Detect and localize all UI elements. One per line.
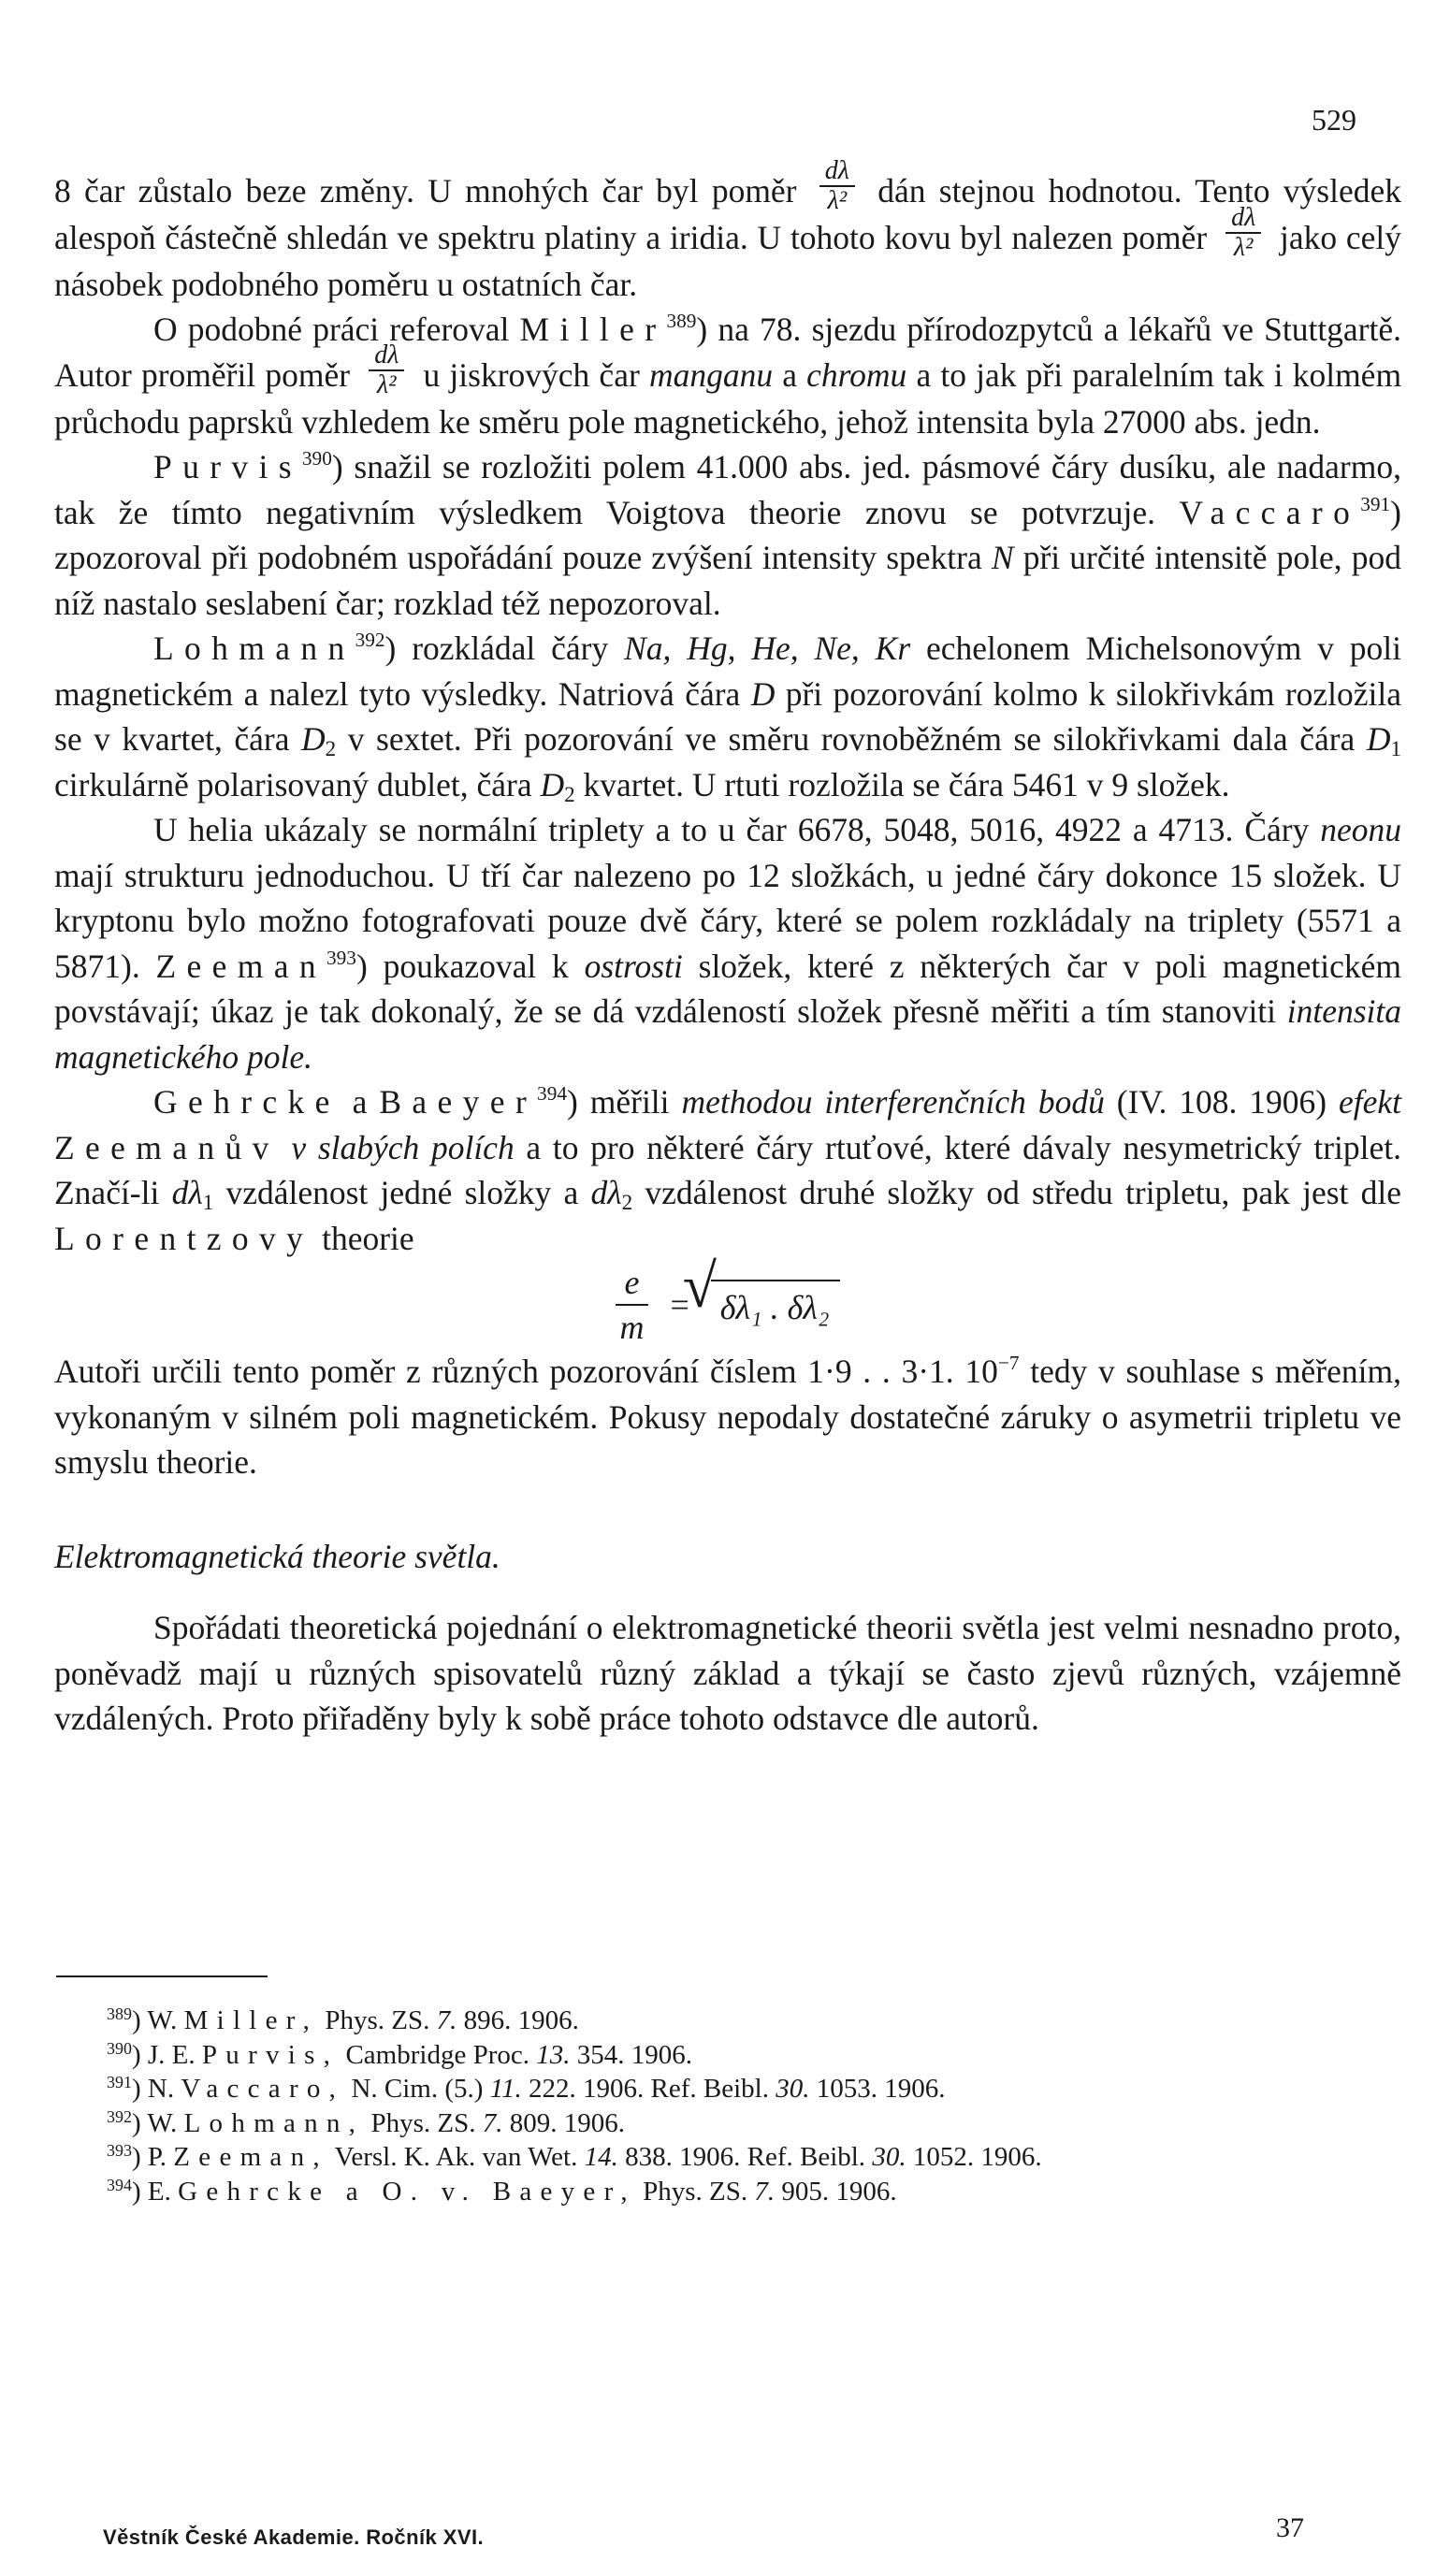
text-run: při pozorování kolmo k silokřivkám rozložila se v kvartet, čára	[54, 674, 1402, 759]
text-run: W.	[147, 2107, 178, 2138]
footnote-item: $^{393}$) P. Zeeman, Versl. K. Ak. van Wet. 14. 838. 1906. Ref. Beibl. 30. 1052. 1906.	[107, 2141, 1042, 2172]
text-run: na 78. sjezdu přírodozpytců a lékařů ve Stuttgartě. Autor proměřil poměr	[54, 311, 1402, 394]
fraction-denominator: λ²	[377, 369, 397, 399]
text-run: rozkládal čáry	[412, 630, 609, 668]
text-run: a to jak při paralelním tak i kolmém průchodu paprsků vzhledem ke směru pole magnetického, jehož intensita byla 27000 abs. jedn.	[54, 355, 1402, 441]
text-run: a to pro některé čáry rtuťové, které dávaly nesymetrický triplet. Značí-li	[54, 1128, 1401, 1212]
formula-numerator: e	[616, 1261, 649, 1306]
italic-term: D	[540, 765, 565, 803]
footnote-item: $^{392}$) W. Lohmann, Phys. ZS. 7. 809. 1906.	[107, 2106, 625, 2138]
fraction-dlambda	[819, 157, 855, 215]
fraction-numerator: dλ	[369, 341, 404, 371]
paragraph-2: O podobné práci referoval Miller$^{389}$) na 78. sjezdu přírodozpytců a lékařů ve Stuttgartě. Autor proměřil poměr $\frac{d\lambda}{\text{λ²}}$ u jiskrových čar manganu a chromu a to jak při paralelním tak i kolmém průchodu paprsků vzhledem ke směru pole magnetického, jehož intensita byla 27000 abs. jedn.	[54, 310, 1402, 441]
italic-term: dλ	[590, 1174, 622, 1212]
text-run: a	[352, 1083, 368, 1122]
text-run: u jiskrových čar	[423, 355, 640, 394]
footnote-number: 390	[107, 2038, 132, 2058]
text-run: Cambridge Proc.	[345, 2039, 529, 2070]
journal-footer: Věstník České Akademie. Ročník XVI.	[103, 2525, 485, 2549]
text-run: Versl. K. Ak. van Wet.	[334, 2142, 578, 2172]
text-run: Phys. ZS.	[325, 2005, 430, 2035]
text-run: kvartet. U rtuti rozložila se čára 5461 v 9 složek.	[583, 765, 1230, 803]
text-run: Phys. ZS.	[643, 2176, 748, 2207]
text-run: 896. 1906.	[463, 2005, 579, 2035]
text-run: E.	[147, 2176, 171, 2207]
italic-term: intensita magnetického pole.	[54, 992, 1401, 1076]
volume-number: 30.	[776, 2074, 810, 2104]
paragraph-1	[54, 155, 1402, 307]
fraction-numerator: dλ	[819, 157, 855, 187]
text-run: O podobné práci referoval	[153, 311, 510, 349]
exponent: −7	[997, 1352, 1020, 1375]
author-name: Purvis	[153, 448, 302, 486]
author-name: Lorentzovy	[54, 1219, 314, 1257]
paragraph-4: Lohmann$^{392}$) rozkládal čáry Na, Hg, He, Ne, Kr echelonem Michelsonovým v poli magnetickém a nalezl tyto výsledky. Natriová čára D při pozorování kolmo k silokřivkám rozložila se v kvartet, čára $D_2$ v sextet. Při pozorování ve směru rovnoběžném se silokřivkami dala čára $D_1$ cirkulárně polarisovaný dublet, čára $D_2$ kvartet. U rtuti rozložila se čára 5461 v 9 složek.	[54, 629, 1402, 806]
footnote-divider	[56, 1975, 268, 1977]
italic-term: manganu	[648, 355, 774, 394]
text-run: 809. 1906.	[509, 2107, 625, 2138]
italic-term: ostrosti	[584, 947, 683, 985]
text-run: cirkulárně polarisovaný dublet, čára	[54, 765, 532, 803]
footnote-ref: 394	[537, 1082, 567, 1106]
subscript: 2	[564, 781, 575, 806]
italic-term: D	[1366, 720, 1391, 759]
footnote-number: 391	[107, 2073, 132, 2092]
author-name: Vaccaro,	[181, 2074, 345, 2104]
text-run: (IV. 108. 1906)	[1116, 1083, 1327, 1122]
author-name: Zeeman	[155, 947, 326, 985]
footnote-number: 393	[107, 2141, 132, 2161]
italic-term: D	[301, 720, 326, 759]
italic-term: v slabých polích	[291, 1128, 515, 1166]
author-name: Miller	[519, 311, 667, 349]
footnote-ref: 392	[355, 629, 385, 652]
text-run: zpozoroval při podobném uspořádání pouze zvýšení intensity spektra	[54, 539, 982, 577]
fraction-denominator: λ²	[1233, 232, 1254, 262]
volume-number: 30.	[872, 2142, 906, 2172]
text-run: Autoři určili tento poměr z různých pozorování číslem 1·9 . . 3·1. 10	[54, 1353, 998, 1391]
footnote-item: $^{391}$) N. Vaccaro, N. Cim. (5.) 11. 222. 1906. Ref. Beibl. 30. 1053. 1906.	[107, 2073, 946, 2104]
italic-term: D	[750, 674, 776, 713]
author-name: Gehrcke a O. v. Baeyer,	[178, 2176, 636, 2207]
text-run: 1053. 1906.	[816, 2074, 946, 2104]
italic-term: methodou interferenčních bodů	[681, 1083, 1105, 1122]
paragraph-3: Purvis$^{390}$) snažil se rozložiti polem 41.000 abs. jed. pásmové čáry dusíku, ale nadarmo, tak že tímto negativním výsledkem Voigtova theorie znovu se potvrzuje. Vaccaro$^{391}$) zpozoroval při podobném uspořádání pouze zvýšení intensity spektra N při určité intensitě pole, pod níž nastalo seslabení čar; rozklad též nepozoroval.	[54, 447, 1402, 622]
formula-fraction	[616, 1261, 649, 1349]
text-run: tedy v souhlase s měřením, vykonaným v silném poli magnetickém. Pokusy nepodaly dostatečné záruky o asymetrii tripletu ve smyslu theorie.	[54, 1353, 1401, 1482]
footnote-number: 392	[107, 2106, 132, 2126]
paragraph-7	[54, 1349, 1401, 1485]
footnote-ref: 390	[301, 447, 332, 470]
text-run: 222. 1906. Ref. Beibl.	[529, 2074, 769, 2104]
volume-number: 14.	[584, 2142, 618, 2172]
text-run: N. Cim. (5.)	[351, 2074, 484, 2104]
volume-number: 7.	[436, 2005, 457, 2035]
subscript: 2	[325, 735, 337, 760]
footnote-item: $^{390}$) J. E. Purvis, Cambridge Proc. 13. 354. 1906.	[107, 2038, 692, 2070]
italic-term: neonu	[1320, 811, 1402, 849]
text-run: v sextet. Při pozorování ve směru rovnoběžném se silokřivkami dala čára	[347, 720, 1356, 759]
text-run: 838. 1906. Ref. Beibl.	[625, 2142, 866, 2172]
fraction-dlambda	[369, 341, 404, 399]
text-run: 354. 1906.	[576, 2039, 692, 2070]
text-run: mají strukturu jednoduchou. U tří čar nalezeno po 12 složkách, u jedné čáry dokonce 15 složek. U kryptonu bylo možno fotografovati pouze dvě čáry, které se polem rozkládaly na triplety (5571 a 5871).	[54, 856, 1401, 985]
footnote-item: $^{389}$) W. Miller, Phys. ZS. 7. 896. 1906.	[107, 2004, 579, 2035]
text-run: J. E.	[147, 2039, 196, 2070]
text-run: echelonem Michelsonovým v poli magnetickém a nalezl tyto výsledky. Natriová čára	[54, 630, 1402, 713]
paragraph-6: Gehrcke a Baeyer$^{394}$) měřili methodou interferenčních bodů (IV. 108. 1906) efekt Zeemanův v slabých polích a to pro některé čáry rtuťové, které dávaly nesymetrický triplet. Značí-li $d\lambda_1$ vzdálenost jedné složky a $d\lambda_2$ vzdálenost druhé složky od středu tripletu, pak jest dle Lorentzovy theorie	[54, 1082, 1402, 1257]
author-name: Lohmann	[153, 630, 355, 668]
footnotes	[54, 2004, 1401, 2208]
text-run: 8 čar zůstalo beze změny. U mnohých čar byl poměr	[54, 172, 797, 210]
text-run: snažil se rozložiti polem 41.000 abs. jed. pásmové čáry dusíku, ale nadarmo, tak že tímto negativním výsledkem Voigtova theorie znovu se potvrzuje.	[54, 448, 1401, 531]
formula-denominator: m	[619, 1309, 645, 1347]
text-run: vzdálenost jedné složky a	[225, 1174, 579, 1212]
section-heading: Elektromagnetická theorie světla.	[54, 1537, 500, 1575]
author-name: Vaccaro	[1179, 493, 1361, 531]
footnote-item: $^{394}$) E. Gehrcke a O. v. Baeyer, Phys. ZS. 7. 905. 1906.	[107, 2175, 897, 2207]
text-run: a	[782, 355, 797, 394]
italic-term: dλ	[171, 1174, 203, 1212]
text-run: poukazoval k	[383, 947, 569, 985]
text-run: dán stejnou hodnotou. Tento výsledek alespoň částečně shledán ve spektru platiny a iridia. U tohoto kovu byl nalezen poměr	[54, 172, 1401, 256]
author-name: Zeeman,	[173, 2142, 328, 2172]
sheet-number: 37	[1276, 2512, 1304, 2543]
italic-term: N	[991, 539, 1014, 577]
body-text	[54, 155, 1402, 1742]
formula-square-root: √ δλ₁ . δλ₂	[711, 1280, 841, 1331]
author-name: Lohmann,	[183, 2107, 365, 2138]
volume-number: 13.	[536, 2039, 571, 2070]
author-name: Miller,	[183, 2005, 319, 2035]
formula-equals: =	[670, 1285, 689, 1324]
volume-number: 7.	[482, 2107, 503, 2138]
subscript: 2	[621, 1189, 633, 1214]
text-run: N.	[147, 2074, 175, 2104]
fraction-dlambda	[1225, 204, 1261, 262]
footnote-ref: 393	[326, 946, 356, 969]
text-run: měřili	[589, 1083, 670, 1122]
volume-number: 7.	[754, 2176, 776, 2207]
volume-number: 11.	[489, 2074, 522, 2104]
paragraph-5: U helia ukázaly se normální triplety a to u čar 6678, 5048, 5016, 4922 a 4713. Čáry neonu mají strukturu jednoduchou. U tří čar nalezeno po 12 složkách, u jedné čáry dokonce 15 složek. U kryptonu bylo možno fotografovati pouze dvě čáry, které se polem rozkládaly na triplety (5571 a 5871). Zeeman$^{393}$) poukazoval k ostrosti složek, které z některých čar v poli magnetickém povstávají; úkaz je tak dokonalý, že se dá vzdáleností složek přesně měřiti a tím stanoviti intensita magnetického pole.	[54, 811, 1402, 1076]
text-run: 1052. 1906.	[912, 2142, 1042, 2172]
display-formula	[54, 1261, 1401, 1349]
text-run: P.	[147, 2142, 167, 2172]
text-run: 905. 1906.	[781, 2176, 897, 2207]
text-run: U helia ukázaly se normální triplety a to u čar 6678, 5048, 5016, 4922 a 4713. Čáry	[153, 811, 1310, 849]
footnote-ref: 389	[666, 310, 697, 333]
italic-term: Na, Hg, He, Ne, Kr	[624, 630, 911, 668]
footnote-number: 394	[107, 2175, 132, 2194]
text-run: theorie	[322, 1219, 414, 1257]
text-run: při určité intensitě pole, pod níž nastalo seslabení čar; rozklad též nepozoroval.	[54, 539, 1402, 622]
fraction-numerator: dλ	[1225, 204, 1261, 234]
subscript: 1	[1390, 735, 1402, 760]
text-run: jako celý násobek podobného poměru u ostatních čar.	[54, 218, 1402, 303]
footnote-number: 389	[107, 2004, 132, 2024]
fraction-denominator: λ²	[827, 185, 848, 215]
italic-term: efekt	[1339, 1083, 1402, 1122]
author-name: Zeemanův	[54, 1128, 280, 1166]
text-run: vzdálenost druhé složky od středu tripletu, pak jest dle	[645, 1174, 1401, 1212]
author-name: Purvis,	[201, 2039, 340, 2070]
text-run: Phys. ZS.	[370, 2107, 476, 2138]
text-run: W.	[147, 2005, 178, 2035]
subscript: 1	[202, 1189, 214, 1214]
footnote-ref: 391	[1360, 492, 1391, 515]
italic-term: chromu	[806, 355, 907, 394]
paragraph-8: Spořádati theoretická pojednání o elektromagnetické theorii světla jest velmi nesnadno proto, poněvadž mají u různých spisovatelů různý základ a týkají se často zjevů různých, vzájemně vzdálených. Proto přiřaděny byly k sobě práce tohoto odstavce dle autorů.	[54, 1609, 1401, 1738]
page-number: 529	[1312, 103, 1356, 137]
text-run: složek, které z některých čar v poli magnetickém povstávají; úkaz je tak dokonalý, že se dá vzdáleností složek přesně měřiti a tím stanoviti	[54, 947, 1402, 1031]
author-name: Gehrcke	[153, 1083, 341, 1122]
author-name: Baeyer	[379, 1083, 538, 1122]
